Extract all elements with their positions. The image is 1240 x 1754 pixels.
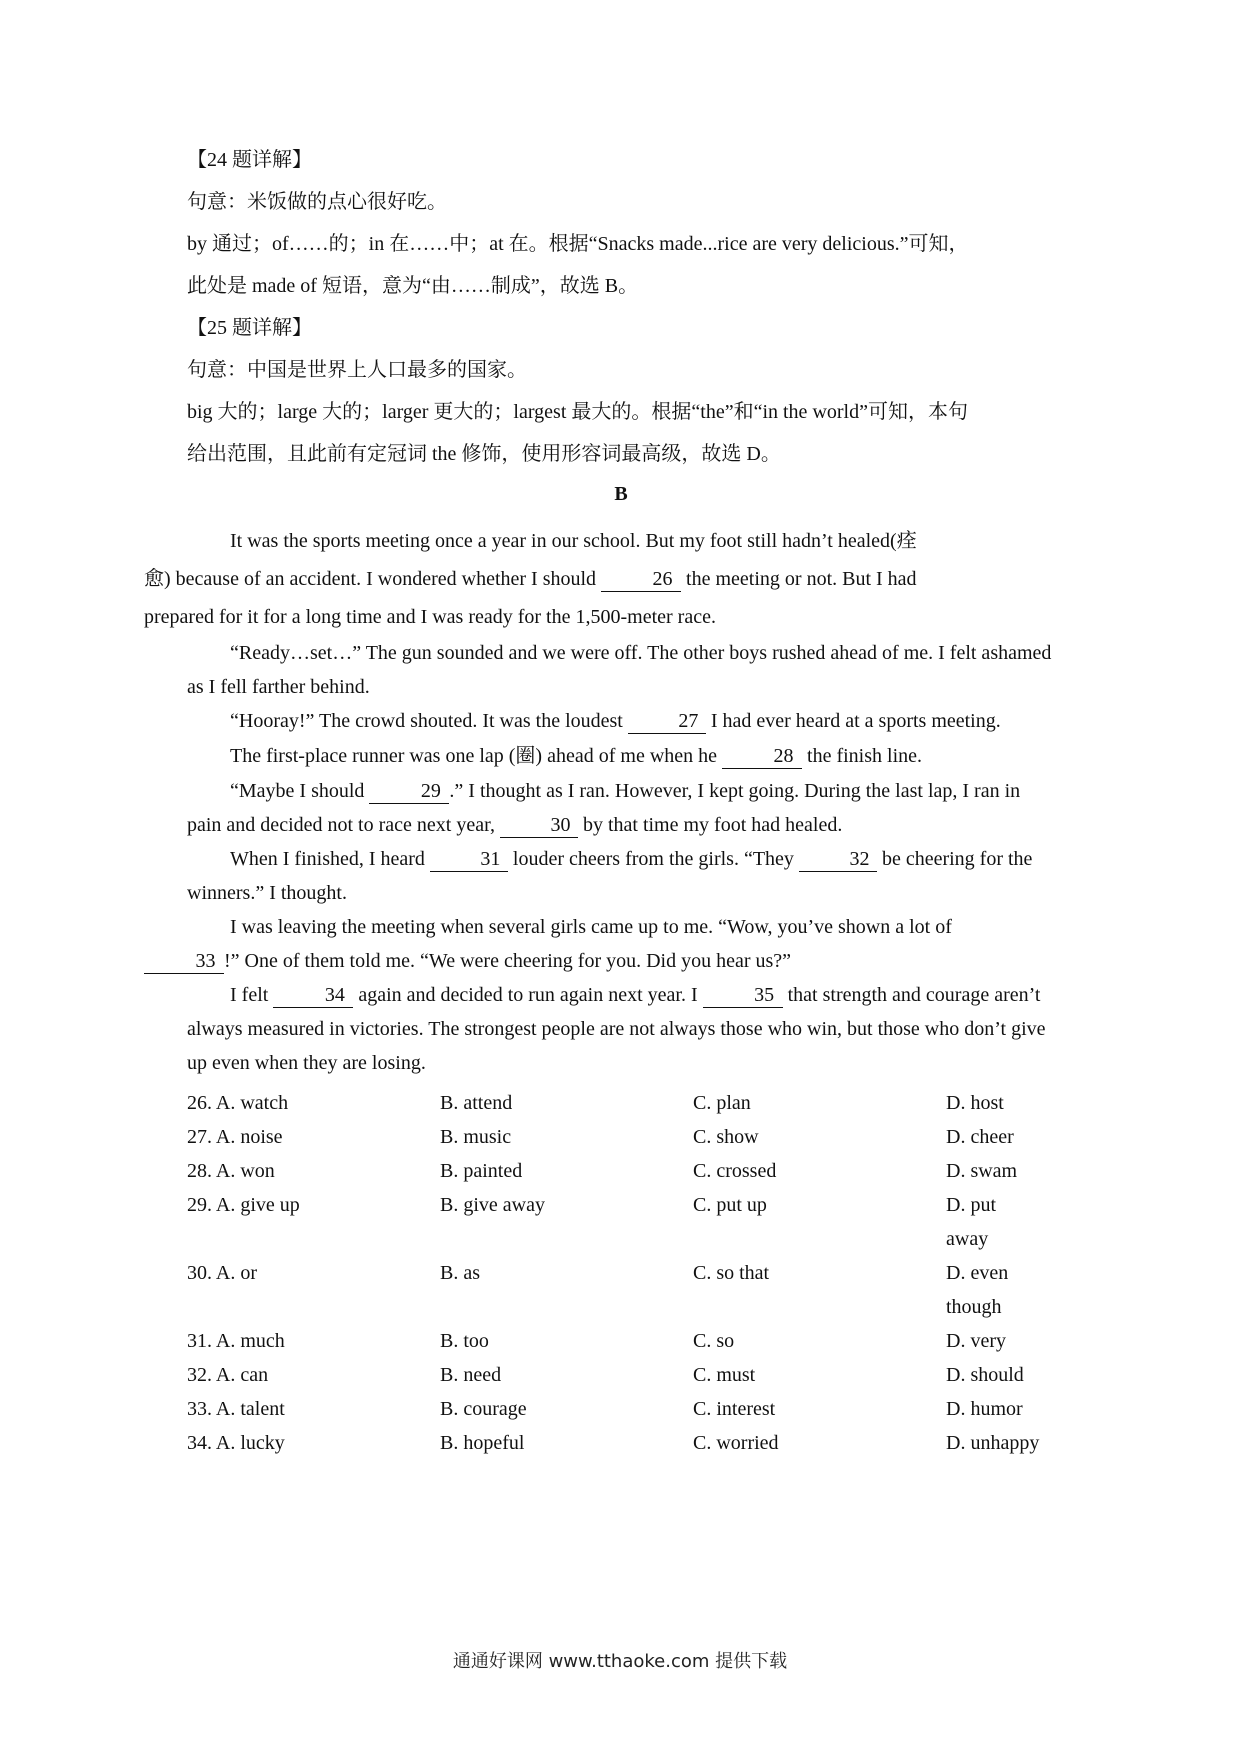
blank-35: 35 <box>703 983 783 1008</box>
explanation-meaning: 句意：米饭做的点心很好吃。 <box>187 191 447 213</box>
passage-text: that strength and courage aren’t always measured in victories. The strongest people are not always those who win, but those who don’t give up even when they are losing. <box>187 984 1046 1074</box>
option-c: C. plan <box>693 1092 751 1114</box>
blank-33: 33 <box>144 949 224 974</box>
option-row <box>187 1324 1055 1358</box>
passage-paragraph <box>187 978 1055 1080</box>
passage-paragraph <box>187 738 1055 774</box>
option-d: D. very <box>946 1330 1006 1352</box>
passage-text: I had ever heard at a sports meeting. <box>710 710 1001 732</box>
option-b: B. give away <box>440 1194 545 1216</box>
explanation-24 <box>187 146 1055 300</box>
option-d <box>946 1188 1055 1256</box>
blank-26: 26 <box>601 567 681 592</box>
blank-32: 32 <box>799 847 877 872</box>
option-a: 28. A. won <box>187 1160 275 1182</box>
option-c: C. interest <box>693 1398 776 1420</box>
explanation-meaning: 句意：中国是世界上人口最多的国家。 <box>187 359 527 381</box>
option-row <box>187 1120 1055 1154</box>
passage-text: 愈) because of an accident. I wondered whether I should <box>144 568 597 590</box>
option-b: B. as <box>440 1262 480 1284</box>
passage-text: the finish line. <box>807 745 922 767</box>
page-content <box>144 146 1055 1460</box>
passage-paragraph <box>187 704 1055 738</box>
blank-28: 28 <box>722 744 802 769</box>
blank-30: 30 <box>500 813 578 838</box>
passage-text: !” One of them told me. “We were cheering for you. Did you hear us?” <box>224 950 792 972</box>
option-b: B. painted <box>440 1160 523 1182</box>
option-a: 27. A. noise <box>187 1126 283 1148</box>
blank-29: 29 <box>369 779 449 804</box>
option-c: C. so that <box>693 1262 770 1284</box>
option-d: D. swam <box>946 1160 1018 1182</box>
option-d: D. should <box>946 1364 1024 1386</box>
blank-27: 27 <box>628 709 706 734</box>
passage-paragraph <box>187 842 1055 910</box>
option-row <box>187 1188 1055 1256</box>
passage-paragraph <box>187 774 1055 842</box>
option-row <box>187 1256 1055 1324</box>
option-d: D. even though <box>946 1262 1009 1318</box>
option-c: C. put up <box>693 1194 767 1216</box>
passage-text: It was the sports meeting once a year in our school. But my foot still hadn’t healed(痊 <box>230 530 917 552</box>
option-a: 33. A. talent <box>187 1398 285 1420</box>
passage-text: by that time my foot had healed. <box>582 814 843 836</box>
option-a: 32. A. can <box>187 1364 269 1386</box>
option-b: B. courage <box>440 1398 527 1420</box>
explanation-analysis-line: 给出范围，且此前有定冠词 the 修饰，使用形容词最高级，故选 D。 <box>187 443 781 465</box>
passage-text: The first-place runner was one lap (圈) ahead of me when he <box>230 745 718 767</box>
explanation-25 <box>187 314 1055 468</box>
option-d: D. unhappy <box>946 1432 1040 1454</box>
option-c: C. so <box>693 1330 735 1352</box>
blank-31: 31 <box>430 847 508 872</box>
explanation-analysis-line: 此处是 made of 短语，意为“由……制成”，故选 B。 <box>187 275 639 297</box>
option-c: C. worried <box>693 1432 779 1454</box>
option-row <box>187 1426 1055 1460</box>
option-row <box>187 1358 1055 1392</box>
passage-text: the meeting or not. But I had <box>686 568 917 590</box>
explanation-heading: 【24 题详解】 <box>187 149 312 171</box>
passage-paragraph <box>187 910 1055 978</box>
page-footer: 通通好课网 www.tthaoke.com 提供下载 <box>452 1651 788 1672</box>
answer-options <box>187 1086 1055 1460</box>
option-a: 31. A. much <box>187 1330 285 1352</box>
cloze-passage <box>144 522 1055 1080</box>
passage-text: .” I thought as I ran. However, I kept going. During the last lap, I ran in pain and decided not to race next year, <box>187 780 1021 836</box>
explanation-analysis-line: by 通过；of……的；in 在……中；at 在。根据“Snacks made...rice are very delicious.”可知， <box>187 233 969 255</box>
option-b: B. too <box>440 1330 489 1352</box>
passage-paragraph: “Ready…set…” The gun sounded and we were off. The other boys rushed ahead of me. I felt ashamed as I fell farther behind. <box>187 642 1052 698</box>
option-d: D. humor <box>946 1398 1023 1420</box>
option-a-text: 29. A. give up <box>187 1194 300 1216</box>
option-b: B. music <box>440 1126 512 1148</box>
passage-text: I felt <box>230 984 269 1006</box>
passage-text: I was leaving the meeting when several girls came up to me. “Wow, you’ve shown a lot of <box>230 916 952 938</box>
passage-text: When I finished, I heard <box>230 848 425 870</box>
option-row <box>187 1154 1055 1188</box>
option-c: C. must <box>693 1364 756 1386</box>
explanation-analysis-line: big 大的；large 大的；larger 更大的；largest 最大的。根据“the”和“in the world”可知，本句 <box>187 401 968 423</box>
passage-text: prepared for it for a long time and I was ready for the 1,500-meter race. <box>144 606 716 628</box>
passage-text: louder cheers from the girls. “They <box>512 848 794 870</box>
passage-paragraph <box>144 522 1055 636</box>
option-row <box>187 1392 1055 1426</box>
option-b: B. hopeful <box>440 1432 525 1454</box>
passage-text: be cheering for the winners.” I thought. <box>187 848 1033 904</box>
option-a: 26. A. watch <box>187 1092 289 1114</box>
option-d: D. cheer <box>946 1126 1014 1148</box>
option-c: C. crossed <box>693 1160 777 1182</box>
option-b: B. need <box>440 1364 502 1386</box>
passage-text: “Maybe I should <box>230 780 365 802</box>
option-d: D. host <box>946 1092 1004 1114</box>
option-a: 34. A. lucky <box>187 1432 285 1454</box>
option-b: B. attend <box>440 1092 513 1114</box>
blank-34: 34 <box>273 983 353 1008</box>
option-a <box>187 1188 440 1222</box>
option-row <box>187 1086 1055 1120</box>
option-a: 30. A. or <box>187 1262 257 1284</box>
section-title: B <box>614 483 628 505</box>
passage-text: again and decided to run again next year. I <box>358 984 698 1006</box>
option-c: C. show <box>693 1126 759 1148</box>
option-d-text: D. put away <box>946 1194 996 1250</box>
passage-text: “Hooray!” The crowd shouted. It was the loudest <box>230 710 623 732</box>
explanation-heading: 【25 题详解】 <box>187 317 312 339</box>
